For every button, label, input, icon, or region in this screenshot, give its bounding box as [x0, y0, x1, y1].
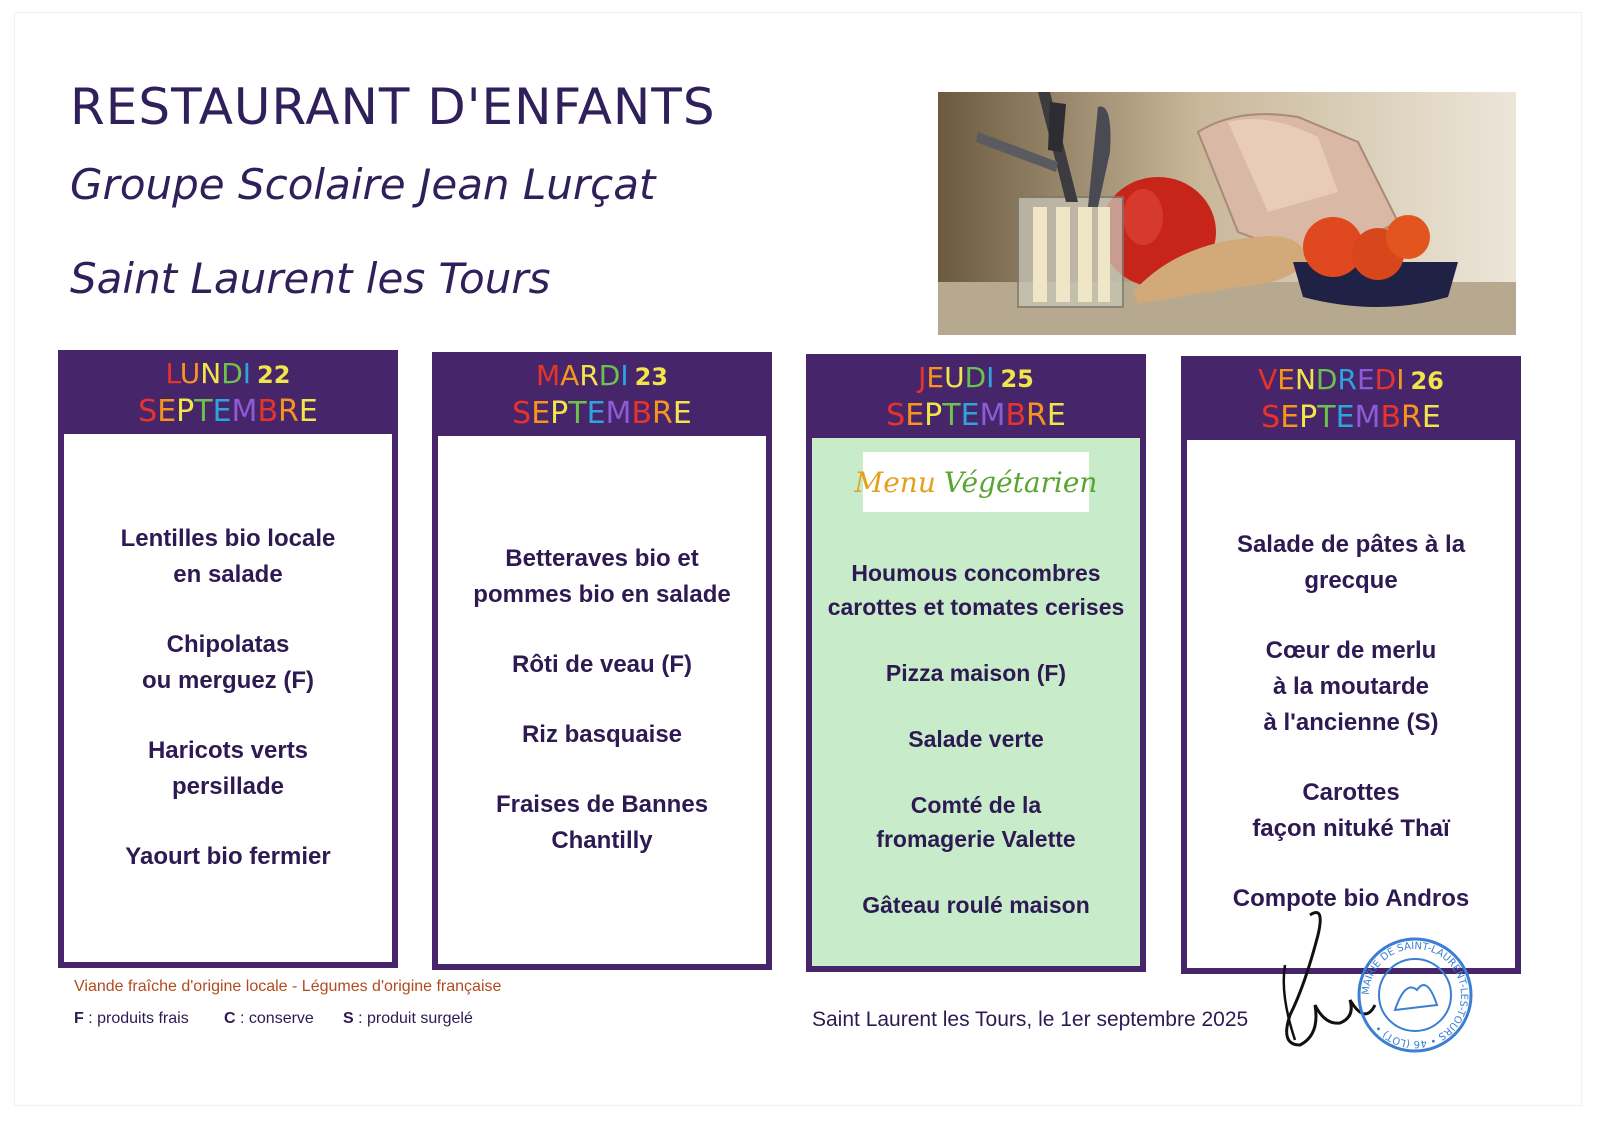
menu-item: Gâteau roulé maison	[862, 892, 1090, 918]
day-card-thursday	[806, 354, 1146, 972]
menu-item: Salade de pâtes à la grecque	[1236, 531, 1466, 594]
menu-item: Cœur de merlu à la moutarde à l'ancienne (S)	[1263, 637, 1439, 736]
menu-item: Salade verte	[908, 726, 1044, 752]
menu-item: Rôti de veau (F)	[511, 651, 692, 678]
day-name: LUNDI	[165, 357, 252, 390]
page-title: RESTAURANT D'ENFANTS	[70, 78, 716, 136]
month-name: SEPTEMBRE	[886, 398, 1066, 433]
legend-frozen	[343, 1010, 473, 1028]
day-number: 25	[1000, 365, 1034, 393]
day-name: JEUDI	[918, 361, 995, 394]
menu-item: Carottes façon nituké Thaï	[1252, 779, 1450, 842]
legend-text: : conserve	[235, 1010, 314, 1027]
stamp-text: MAIRIE DE SAINT-LAURENT-LES-TOURS • 46 (LOT) •	[1360, 940, 1470, 1050]
menu-list	[812, 438, 1140, 966]
menu-item: Houmous concombres carottes et tomates cerises	[827, 560, 1125, 620]
menu-item: Comté de la fromagerie Valette	[876, 792, 1076, 852]
still-life-image	[938, 92, 1516, 335]
month-name: SEPTEMBRE	[512, 396, 692, 431]
date-line: Saint Laurent les Tours, le 1er septembre 2025	[812, 1008, 1249, 1031]
menu-item: Yaourt bio fermier	[125, 843, 331, 870]
day-name: VENDREDI	[1258, 363, 1405, 396]
badge-word-menu: Menu	[854, 465, 936, 499]
legend-code: S	[343, 1010, 354, 1027]
day-header	[1181, 356, 1521, 440]
menu-item: Fraises de Bannes Chantilly	[495, 791, 709, 854]
vegetarian-menu-badge	[854, 452, 1098, 512]
badge-word-vegetarien: Végétarien	[943, 465, 1098, 499]
legend-text: : produits frais	[83, 1010, 189, 1027]
legend-fresh	[74, 1010, 189, 1028]
mairie-stamp	[1355, 935, 1475, 1055]
legend-canned	[224, 1010, 314, 1028]
origin-note: Viande fraîche d'origine locale - Légumes d'origine française	[74, 978, 502, 995]
svg-text:MAIRIE DE SAINT-LAURENT-LES-TO	[1361, 941, 1469, 1049]
day-number: 26	[1410, 367, 1444, 395]
day-number: 23	[634, 363, 669, 391]
month-name: SEPTEMBRE	[1261, 400, 1441, 435]
menu-list	[64, 434, 392, 962]
legend-code: F	[74, 1010, 84, 1027]
school-name: Groupe Scolaire Jean Lurçat	[70, 160, 656, 209]
day-header	[806, 354, 1146, 438]
menu-item: Compote bio Andros	[1232, 885, 1470, 912]
month-name: SEPTEMBRE	[138, 394, 318, 429]
legend-code: C	[224, 1010, 236, 1027]
day-card-monday	[58, 350, 398, 968]
menu-item: Haricots verts persillade	[147, 737, 309, 800]
legend-text: : produit surgelé	[353, 1010, 473, 1027]
menu-item: Betteraves bio et pommes bio en salade	[473, 545, 731, 608]
day-number: 22	[257, 361, 291, 389]
menu-item: Riz basquaise	[521, 721, 683, 748]
menu-item: Chipolatas ou merguez (F)	[142, 631, 314, 694]
day-card-tuesday	[432, 352, 772, 970]
day-header	[432, 352, 772, 436]
menu-list	[438, 436, 766, 964]
menu-item: Lentilles bio locale en salade	[120, 525, 336, 588]
day-header	[58, 350, 398, 434]
menu-item: Pizza maison (F)	[885, 660, 1067, 686]
day-name: MARDI	[535, 359, 629, 392]
menu-list	[1187, 440, 1515, 968]
day-card-friday	[1181, 356, 1521, 974]
town-name: Saint Laurent les Tours	[70, 254, 551, 303]
